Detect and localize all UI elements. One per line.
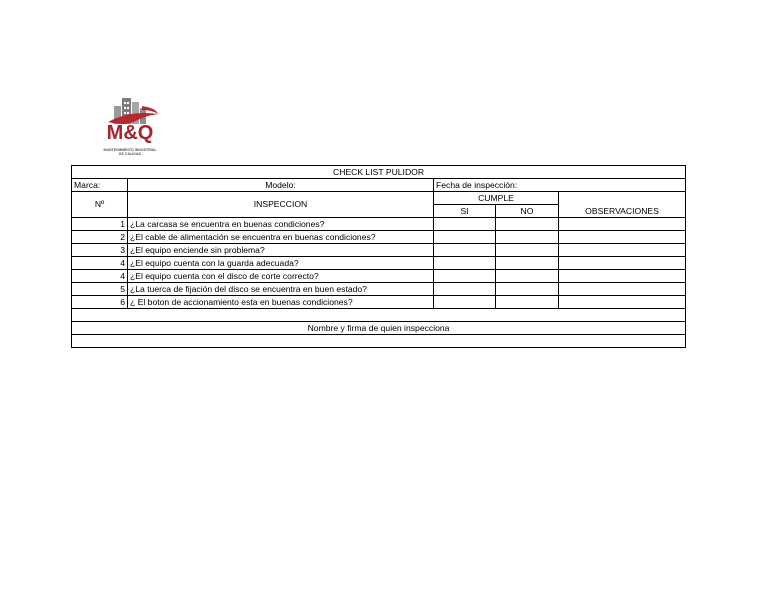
row-question: ¿El equipo cuenta con el disco de corte correcto? [128, 270, 434, 283]
row-question: ¿El cable de alimentación se encuentra en buenas condiciones? [128, 231, 434, 244]
table-row [72, 231, 686, 244]
signature-label: Nombre y firma de quien inspecciona [72, 322, 686, 335]
row-number: 4 [72, 257, 128, 270]
company-logo [84, 92, 176, 162]
row-number: 2 [72, 231, 128, 244]
si-cell[interactable] [434, 296, 496, 309]
marca-label: Marca: [72, 179, 128, 192]
row-question: ¿El equipo cuenta con la guarda adecuada? [128, 257, 434, 270]
table-row [72, 283, 686, 296]
si-cell[interactable] [434, 283, 496, 296]
table-row [72, 244, 686, 257]
num-header: Nº [72, 192, 128, 218]
row-number: 4 [72, 270, 128, 283]
observaciones-header: OBSERVACIONES [559, 192, 686, 218]
checklist-table [71, 165, 686, 348]
observaciones-cell[interactable] [559, 218, 686, 231]
table-row [72, 270, 686, 283]
sheet-title: CHECK LIST PULIDOR [72, 166, 686, 179]
row-number: 3 [72, 244, 128, 257]
no-cell[interactable] [496, 296, 559, 309]
observaciones-cell[interactable] [559, 244, 686, 257]
observaciones-cell[interactable] [559, 296, 686, 309]
observaciones-cell[interactable] [559, 283, 686, 296]
observaciones-cell[interactable] [559, 231, 686, 244]
row-question: ¿La carcasa se encuentra en buenas condiciones? [128, 218, 434, 231]
table-row [72, 218, 686, 231]
no-cell[interactable] [496, 257, 559, 270]
row-question: ¿La tuerca de fijación del disco se encuentra en buen estado? [128, 283, 434, 296]
si-cell[interactable] [434, 218, 496, 231]
no-header: NO [496, 205, 559, 218]
no-cell[interactable] [496, 218, 559, 231]
row-question: ¿ El boton de accionamiento esta en buenas condiciones? [128, 296, 434, 309]
row-number: 1 [72, 218, 128, 231]
no-cell[interactable] [496, 270, 559, 283]
row-question: ¿El equipo enciende sin problema? [128, 244, 434, 257]
table-row [72, 257, 686, 270]
table-row [72, 296, 686, 309]
si-cell[interactable] [434, 270, 496, 283]
row-number: 6 [72, 296, 128, 309]
inspeccion-header: INSPECCION [128, 192, 434, 218]
si-cell[interactable] [434, 257, 496, 270]
blank-row [72, 309, 686, 322]
observaciones-cell[interactable] [559, 257, 686, 270]
cumple-header: CUMPLE [434, 192, 559, 205]
logo-tagline: MANTENIMIENTO INDUSTRIAL DE CALIDAD [103, 148, 157, 157]
no-cell[interactable] [496, 283, 559, 296]
si-header: SI [434, 205, 496, 218]
fecha-label: Fecha de inspección: [434, 179, 686, 192]
modelo-label: Modelo: [128, 179, 434, 192]
si-cell[interactable] [434, 231, 496, 244]
si-cell[interactable] [434, 244, 496, 257]
row-number: 5 [72, 283, 128, 296]
observaciones-cell[interactable] [559, 270, 686, 283]
no-cell[interactable] [496, 231, 559, 244]
signature-field[interactable] [72, 335, 686, 348]
logo-brand-text: M&Q [106, 122, 154, 144]
no-cell[interactable] [496, 244, 559, 257]
